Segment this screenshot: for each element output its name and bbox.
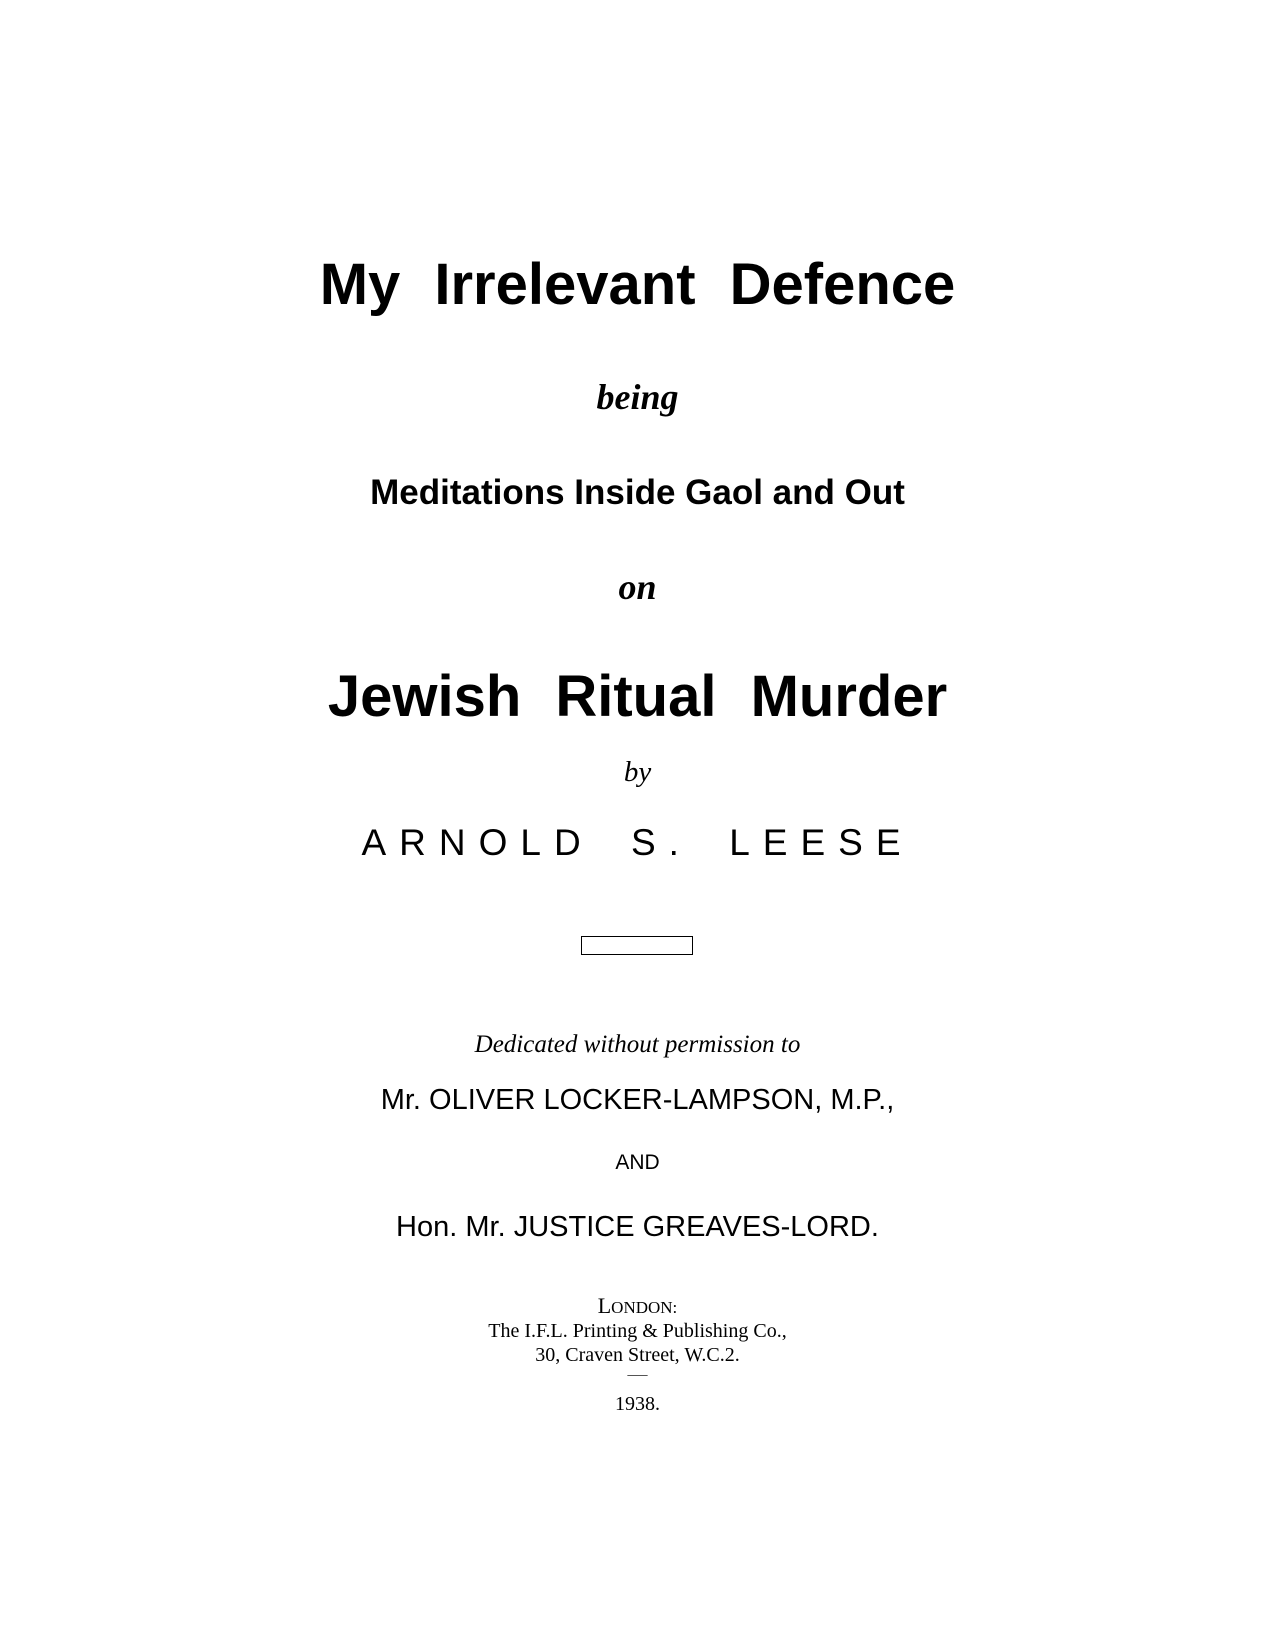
- connector-by: by: [623, 756, 652, 788]
- imprint-address: 30, Craven Street, W.C.2.: [535, 1344, 740, 1366]
- imprint-city-initial: L: [597, 1293, 612, 1318]
- dedication-conjunction: AND: [615, 1151, 660, 1174]
- connector-on: on: [618, 567, 657, 607]
- imprint-city-rest: ONDON:: [611, 1298, 678, 1317]
- imprint-year: 1938.: [615, 1393, 660, 1415]
- dedicatee-1: Mr. OLIVER LOCKER-LAMPSON, M.P.,: [380, 1084, 895, 1116]
- imprint-separator: —: [627, 1363, 648, 1385]
- author-name: ARNOLD S. LEESE: [361, 822, 914, 863]
- imprint-publisher: The I.F.L. Printing & Publishing Co.,: [488, 1320, 787, 1342]
- book-title-line-2: Jewish Ritual Murder: [327, 664, 948, 729]
- book-subtitle: Meditations Inside Gaol and Out: [370, 473, 905, 512]
- dedicatee-2: Hon. Mr. JUSTICE GREAVES-LORD.: [396, 1211, 879, 1243]
- imprint-city: [0, 1293, 1275, 1321]
- dedication-intro: Dedicated without permission to: [474, 1031, 801, 1058]
- connector-being: being: [596, 377, 679, 417]
- book-title-line-1: My Irrelevant Defence: [319, 252, 956, 317]
- decorative-rule-box: [581, 936, 693, 955]
